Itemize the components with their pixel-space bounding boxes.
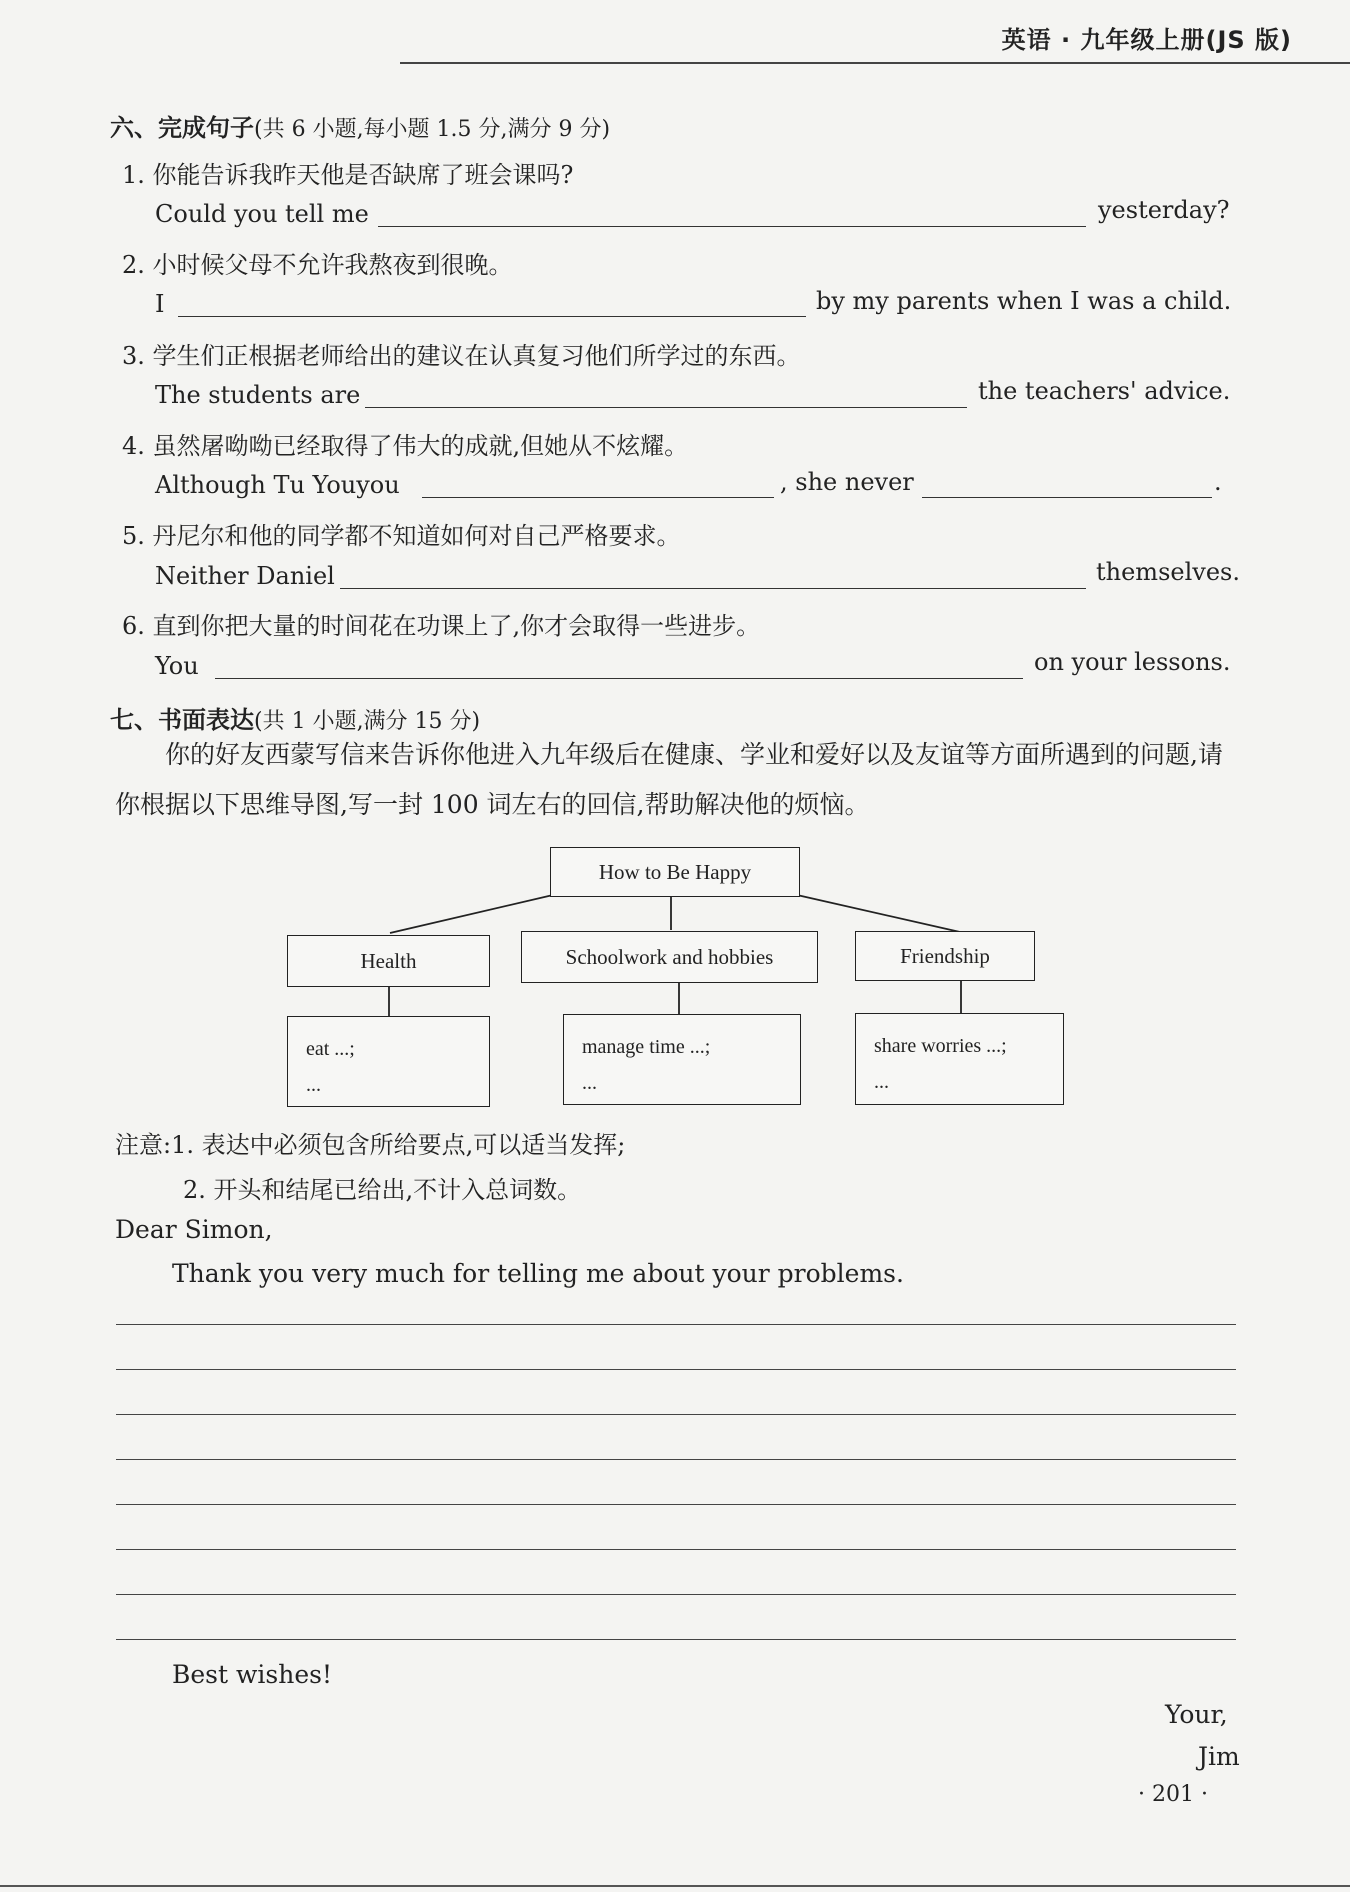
writing-line[interactable]	[116, 1594, 1236, 1595]
question-2-prefix: I	[155, 290, 165, 318]
question-4-cn: 4. 虽然屠呦呦已经取得了伟大的成就,但她从不炫耀。	[122, 432, 689, 460]
mindmap-branch-health: Health	[287, 935, 490, 987]
bottom-rule	[0, 1885, 1350, 1887]
mindmap-leaf-schoolwork-line-2: ...	[582, 1072, 597, 1094]
question-6-cn: 6. 直到你把大量的时间花在功课上了,你才会取得一些进步。	[122, 612, 761, 640]
note-1: 注意:1. 表达中必须包含所给要点,可以适当发挥;	[115, 1131, 626, 1159]
question-5-cn: 5. 丹尼尔和他的同学都不知道如何对自己严格要求。	[122, 522, 681, 550]
writing-line[interactable]	[116, 1549, 1236, 1550]
mindmap-leaf-friendship	[855, 1013, 1064, 1105]
section-6-heading: 六、完成句子	[110, 114, 254, 142]
question-1-cn: 1. 你能告诉我昨天他是否缺席了班会课吗?	[122, 161, 574, 189]
letter-closing: Best wishes!	[172, 1660, 332, 1689]
letter-greeting: Dear Simon,	[115, 1215, 273, 1244]
mindmap-leaf-friendship-line-1: share worries ...;	[874, 1035, 1007, 1057]
question-2-suffix: by my parents when I was a child.	[816, 287, 1232, 315]
mindmap-leaf-friendship-line-2: ...	[874, 1071, 889, 1093]
mindmap-branch-schoolwork: Schoolwork and hobbies	[521, 931, 818, 983]
mindmap-leaf-health	[287, 1016, 490, 1107]
mindmap-leaf-schoolwork-line-1: manage time ...;	[582, 1036, 711, 1058]
question-5-prefix: Neither Daniel	[155, 562, 335, 590]
section-7-note: (共 1 小题,满分 15 分)	[254, 709, 481, 734]
writing-prompt: 你的好友西蒙写信来告诉你他进入九年级后在健康、学业和爱好以及友谊等方面所遇到的问题,请你根据以下思维导图,写一封 100 词左右的回信,帮助解决他的烦恼。	[115, 740, 1223, 819]
question-4-middle: , she never	[780, 468, 914, 496]
note-2: 2. 开头和结尾已给出,不计入总词数。	[183, 1176, 582, 1204]
writing-line[interactable]	[116, 1459, 1236, 1460]
question-6-prefix: You	[155, 652, 199, 680]
question-2-cn: 2. 小时候父母不允许我熬夜到很晚。	[122, 251, 513, 279]
question-1-suffix: yesterday?	[1098, 196, 1230, 224]
question-3-prefix: The students are	[155, 381, 361, 409]
page-number: · 201 ·	[1138, 1782, 1208, 1807]
mindmap-leaf-health-line-1: eat ...;	[306, 1038, 355, 1060]
letter-opening: Thank you very much for telling me about your problems.	[172, 1259, 904, 1288]
section-7-heading: 七、书面表达	[110, 706, 254, 734]
question-4-prefix: Although Tu Youyou	[155, 471, 400, 499]
writing-line[interactable]	[116, 1639, 1236, 1640]
page-header: 英语 · 九年级上册(JS 版)	[1001, 26, 1292, 54]
writing-line[interactable]	[116, 1504, 1236, 1505]
question-6-suffix: on your lessons.	[1034, 648, 1231, 676]
mindmap-leaf-health-line-2: ...	[306, 1074, 321, 1096]
letter-name: Jim	[1198, 1742, 1240, 1771]
mindmap-root: How to Be Happy	[550, 847, 800, 897]
question-3-cn: 3. 学生们正根据老师给出的建议在认真复习他们所学过的东西。	[122, 342, 801, 370]
mindmap-leaf-schoolwork	[563, 1014, 801, 1105]
letter-signoff: Your,	[1165, 1700, 1228, 1729]
mindmap-branch-friendship: Friendship	[855, 931, 1035, 981]
question-1-prefix: Could you tell me	[155, 200, 369, 228]
section-6-note: (共 6 小题,每小题 1.5 分,满分 9 分)	[254, 117, 611, 142]
writing-line[interactable]	[116, 1324, 1236, 1325]
writing-line[interactable]	[116, 1414, 1236, 1415]
question-5-suffix: themselves.	[1096, 558, 1240, 586]
writing-line[interactable]	[116, 1369, 1236, 1370]
question-3-suffix: the teachers' advice.	[978, 377, 1231, 405]
question-4-suffix: .	[1214, 468, 1222, 496]
